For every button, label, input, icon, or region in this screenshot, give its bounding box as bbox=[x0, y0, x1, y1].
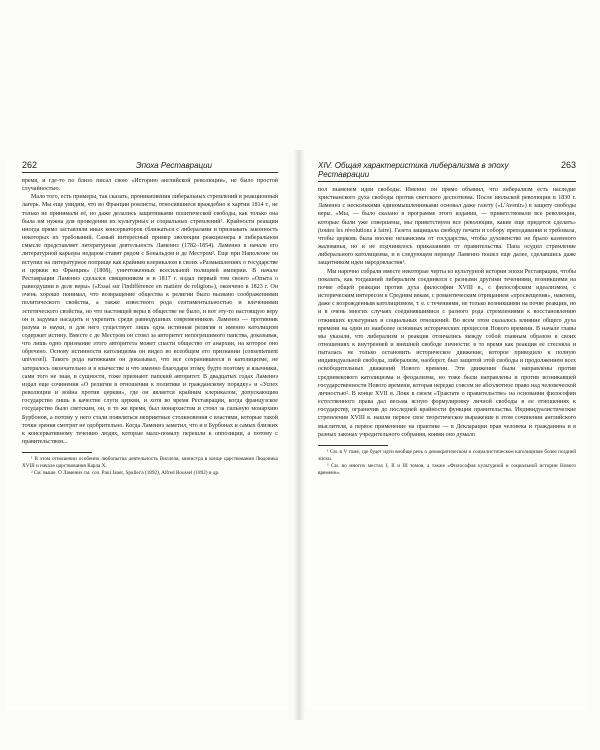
right-footnote: ¹ См. в V томе, где будет идти вообще речь о демократическом и социалистическом католицизме более поздней эпохи. bbox=[318, 448, 576, 462]
right-running-title: XIV. Общая характеристика либерализма в эпоху Реставрации bbox=[318, 161, 509, 179]
left-footnote-rule bbox=[22, 452, 92, 453]
right-body-text bbox=[318, 186, 576, 439]
right-paragraph: Мы нарочно собрали вместе некоторые черты из культурной истории эпохи Реставрации, чтобы показать, как тогдашний либерализм соединялся с разными другими течениями, возникшими на почве общей реакции против духа философии XVIII в., с философским идеализмом, с историческим интересом к Средним векам, с романтическим отрицанием «просвещения», наконец, даже с возрожденным католицизмом, т. е. с течениями, не только возникшими на почве реакции, но и в очень многих случаях соединявшимися с разного рода стремлениями к восстановлению отживших культурных и социальных отношений. Во всем этом сказалось влияние общего духа времени на одни из наиболее основных исторических процессов Нового времени. В начале главы мы указали, что либерализм и реакция отличались между собой главным образом в своих отношениях к внутренней и внешней свободе личности: в то время как реакция ее стесняла и пыталась не только остановить историческое движение, которое приводило к полную индивидуальной свободы, либерализм, наоборот, был защитой этой свободы и продолжением всех освободительных движений Нового времени. Эти движения были направлены против средневекового католицизма и феодализма, но тоже были направлены и против возникавшей государственности Нового времени, которая нередко совсем не абсолютное право над человеческой личностью². В конце XVII в. Локк в своем «Трактате о правительстве» на основании философии естественного права дал весьма ясную формулировку личной свободы в ее отношениях к государству, ограничив до последней крайности функции правительства. Индивидуалистические стремления XVIII в. нашли первое свое теоретическое выражение в этом сочинении английского мыслителя, а первое применение на практике — в Декларации прав человека и гражданина и в разных законах учредительного собрания, коими оно думало bbox=[318, 268, 576, 438]
right-running-head bbox=[318, 160, 576, 182]
left-running-title: Эпоха Реставрации bbox=[136, 161, 212, 170]
left-footnote: ¹ В этом отношении особенно любопытна деятельность Виллеля, министра в конце царствования Людовика XVIII и начале царствования Карла X. bbox=[22, 456, 278, 470]
left-footnotes bbox=[22, 456, 278, 477]
right-page-number: 263 bbox=[560, 160, 576, 170]
left-paragraph: Мало того, есть примеры, так сказать, проникновения либеральных стремлений в реакционный лагерь. Мы еще увидим, что во Франции роялисты, относившиеся враждебно к хартии 1814 г., не только не принимали её, но даже делались защитниками политической свободы, как только она была им нужна для проведения их культурных и социальных стремлений¹. Крайности реакции иногда прямо заставляли иных консерваторов сближаться с либералами и признавать законность некоторых их требований. Самый интересный пример эволюции реакционера в либеральном смысле представляет литературная деятельность Ламеннэ (1782–1854). Ламеннэ в начале его литературной карьеры недаром ставят рядом с Бональдом и де Местром². Еще при Наполеоне он вступил на литературное поприще как крайним клерикалом в своих «Размышлениях о государстве и церкви во Франции» (1808), уничтоженных всесильной полицией империи. В начале Реставрации Ламеннэ сделался священником и в 1817 г. издал первый том своего «Опыта о равнодушии в деле веры» («Essai sur l'indifférence en matière de religion»), окончено в 1823 г. Он очень хорошо понимал, что возвращение общества к религии было вызвано соображениями политического свойства, а также известного рода сентиментальностью и влечениями эстетического свойства, но что настоящей веры в обществе не было, и вот эту-то настоящую веру он и задумал насадить и укрепить среди равнодушных современников. Ламеннэ — противник разума и науки, и для него существует лишь одна истинная религия и именно католицизм содержит истину. Вместе с де Местром он стоял за авторитет непогрешимого папства, доказывая, что лишь одно признание этого авторитета может спасти общество от анархии, на которое оно обречено. Основу истинности католицизма он видел во всеобщем его признании (consentement universel). Такого рода натяжками он доказывал, что все сохранившееся в католицизме, не затерялось окончательно и в язычестве и что именно благодаря этому, будто поэтому и язычники, сами того не зная, в сущности, тоже признают папский авторитет. В двадцатых годах Ламеннэ издал еще сочинения «О религии в отношении к политике и гражданскому порядку» и «Успех революции и война против церкви», где он является крайним клерикалом, допускающим государство лишь в качестве слуги церкви, и хотя во время Реставрации, когда французское государство было светским, он, в то же время, был монархистом и стоял за сильную монархию Бурбонов, а потому у него стали появляться неприятные столкновения с властями, которые такой точки зрения смотрят не одобрительно. Когда Ламеннэ заметил, что и в Бурбонах и самых близких к консервативному течению людях, которые мало-помалу перешли к оппозиции, а потому с правительством... bbox=[22, 194, 278, 445]
right-footnotes bbox=[318, 449, 576, 477]
right-footnote-rule bbox=[318, 445, 388, 446]
right-footnote: ² См. во многих местах I, II и III томов, а также «Философия культурной и социальной истории Нового времени». bbox=[318, 462, 576, 476]
left-footnote: ² См. выше. О Ламеннэ см. соч. Paul Janet, Spuller'a (1892), Alfred Roussel (1892) и др. bbox=[31, 469, 220, 476]
right-page bbox=[306, 160, 588, 710]
book-gutter bbox=[293, 150, 305, 720]
left-running-head bbox=[22, 160, 278, 173]
right-paragraph: пол знаменем идеи свободы. Именно он прямо объявил, что либерализм есть наследие христианского духа свободы против светского деспотизма. После июльской революции в 1830 г. Ламеннэ с несколькими единомышленниками основал даже газету («L'Avenir») в защиту свободы веры. «Мы, — было сказано в программе этого издания, — приветствовали все революции, которые были уже совершены, мы приветствуем все революции, какие еще придется сделать» (toutes les révolutions à faire). Газета защищала свободу печати и собору преподавания и требовала, чтобы церковь была вполне независима от государства, чтобы духовенство не брало казенного жалованья, но и не подчинялось приказаниям от правительства. Папа осудил стремление либерального католицизма, и в следующем периоде Ламеннэ пошел еще далее, сделавшись даже защитником идеи народовластия¹. bbox=[318, 187, 576, 267]
left-body-text bbox=[22, 177, 278, 446]
left-page-number: 262 bbox=[22, 160, 38, 170]
left-paragraph: время, и где-то по близо писал свою «Историю английской революции», не было простой случайностью. bbox=[22, 178, 278, 193]
left-page bbox=[6, 160, 288, 710]
